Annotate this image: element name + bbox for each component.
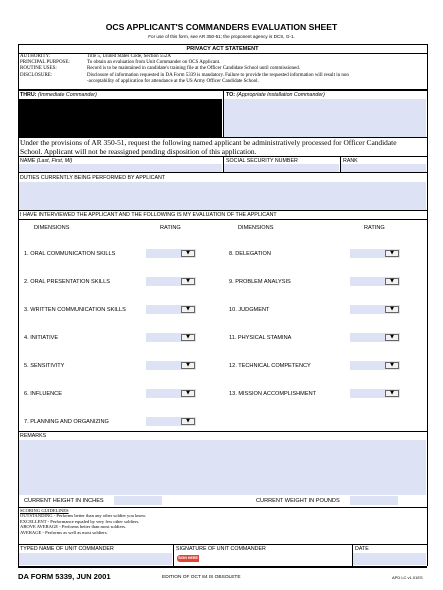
rule (18, 44, 427, 45)
name-label-text: NAME (20, 158, 36, 164)
dimension-label: 6. INFLUENCE (24, 391, 62, 397)
dimension-label: 11. PHYSICAL STAMINA (229, 335, 292, 341)
scoring-line: AVERAGE - Performs as well as most soldiers. (20, 529, 108, 535)
privacy-heading: PRIVACY ACT STATEMENT (186, 46, 259, 52)
dimension-label: 13. MISSION ACCOMPLISHMENT (229, 391, 317, 397)
rule (18, 544, 427, 545)
chevron-down-icon[interactable]: ▼ (385, 250, 399, 257)
to-label (226, 92, 325, 98)
privacy-text: -acceptability of application for attendance at the US Army Officer Candidate School. (87, 78, 259, 84)
privacy-text: Title 5, United States Code, Section 552A (87, 54, 171, 59)
rule (427, 44, 428, 566)
rule (18, 172, 427, 173)
weight-field[interactable] (350, 496, 398, 505)
chevron-down-icon[interactable]: ▼ (385, 306, 399, 313)
weight-label: CURRENT WEIGHT IN POUNDS (256, 498, 340, 504)
scoring-line: OUTSTANDING - Performs better than any other soldier you know. (20, 513, 147, 519)
thru-label-text: THRU: (20, 92, 37, 98)
rule (173, 544, 174, 566)
to-label-text: TO: (226, 92, 236, 98)
privacy-label: AUTHORITY: (20, 54, 51, 59)
typed-name-label: TYPED NAME OF UNIT COMMANDER (20, 546, 114, 552)
provisions-text (20, 139, 396, 156)
rating-select-1[interactable] (146, 249, 196, 258)
dimension-label: 2. ORAL PRESENTATION SKILLS (24, 279, 111, 285)
rating-select-9[interactable] (350, 277, 400, 286)
form-title: OCS APPLICANT'S COMMANDERS EVALUATION SHEET (105, 22, 338, 32)
thru-label (20, 92, 97, 98)
dimension-label: 5. SENSITIVITY (24, 363, 65, 369)
dimensions-header-right: DIMENSIONS (238, 225, 274, 231)
dimension-label: 12. TECHNICAL COMPETENCY (229, 363, 311, 369)
name-label-note: (Last, First, MI) (36, 158, 73, 164)
privacy-statement (20, 54, 425, 85)
thru-redacted-box (19, 99, 222, 137)
rule (18, 431, 427, 432)
thru-label-note: (Immediate Commander) (37, 92, 97, 98)
provisions-line: School. Applicant will not be reassigned pending disposition of this application. (20, 146, 257, 156)
remarks-label: REMARKS (20, 433, 47, 439)
rating-select-7[interactable] (146, 417, 196, 426)
rating-select-12[interactable] (350, 361, 400, 370)
chevron-down-icon[interactable]: ▼ (181, 334, 195, 341)
rating-select-4[interactable] (146, 333, 196, 342)
scoring-line: EXCELLENT - Performance equaled by very few other soldiers. (20, 518, 140, 524)
form-subtitle: For use of this form, see AR 350-51; the proponent agency is DCS, G-1. (148, 34, 295, 39)
rating-select-2[interactable] (146, 277, 196, 286)
scoring-guidelines (20, 508, 146, 535)
typed-name-field[interactable] (19, 553, 172, 565)
to-label-note: (Appropriate Installation Commander) (236, 92, 325, 98)
duties-label: DUTIES CURRENTLY BEING PERFORMED BY APPLICANT (20, 175, 166, 181)
height-field[interactable] (114, 496, 162, 505)
scoring-line: ABOVE AVERAGE - Performs better than most soldiers. (20, 524, 127, 530)
chevron-down-icon[interactable]: ▼ (385, 390, 399, 397)
remarks-field[interactable] (19, 440, 426, 495)
rating-select-6[interactable] (146, 389, 196, 398)
interview-statement: I HAVE INTERVIEWED THE APPLICANT AND THE FOLLOWING IS MY EVALUATION OF THE APPLICANT (20, 212, 277, 218)
date-label: DATE (355, 546, 369, 552)
rank-field[interactable] (341, 164, 426, 172)
privacy-text: To obtain an evaluation from Unit Commander on OCS Applicant. (87, 60, 221, 66)
privacy-label: PRINCIPAL PURPOSE: (20, 60, 70, 66)
rating-select-8[interactable] (350, 249, 400, 258)
privacy-text: Record is to be maintained in candidate's training file at the Officer Candidate School until commissioned. (87, 66, 300, 72)
chevron-down-icon[interactable]: ▼ (181, 390, 195, 397)
dimension-label: 8. DELEGATION (229, 251, 271, 257)
chevron-down-icon[interactable]: ▼ (181, 418, 195, 425)
dimensions-header-left: DIMENSIONS (34, 225, 70, 231)
rank-label: RANK (343, 158, 358, 164)
dimension-label: 3. WRITTEN COMMUNICATION SKILLS (24, 307, 126, 313)
chevron-down-icon[interactable]: ▼ (181, 306, 195, 313)
rating-select-13[interactable] (350, 389, 400, 398)
dimension-label: 4. INITIATIVE (24, 335, 59, 341)
chevron-down-icon[interactable]: ▼ (181, 250, 195, 257)
privacy-text: Disclosure of information requested in DA Form 5339 is mandatory. Failure to provide the requested information will result in non (87, 72, 349, 78)
name-field[interactable] (19, 164, 222, 172)
rule (18, 566, 427, 568)
rating-select-3[interactable] (146, 305, 196, 314)
chevron-down-icon[interactable]: ▼ (181, 362, 195, 369)
chevron-down-icon[interactable]: ▼ (181, 278, 195, 285)
dimension-label: 1. ORAL COMMUNICATION SKILLS (24, 251, 116, 257)
provisions-line: Under the provisions of AR 350-51, request the following named applicant be administratively processed for Officer Candidate (20, 138, 397, 147)
edition-note: EDITION OF OCT 84 IS OBSOLETE (162, 575, 241, 580)
date-field[interactable] (353, 553, 426, 565)
chevron-down-icon[interactable]: ▼ (385, 278, 399, 285)
rating-select-11[interactable] (350, 333, 400, 342)
privacy-label: ROUTINE USES: (20, 66, 57, 72)
ssn-field[interactable] (224, 164, 339, 172)
privacy-label: DISCLOSURE: (20, 72, 53, 78)
form-number: DA FORM 5339, JUN 2001 (18, 572, 111, 581)
to-field[interactable] (224, 99, 426, 137)
sign-here-button[interactable]: SIGN HERE (178, 556, 198, 560)
apd-version: APD LC v1.01ES (392, 575, 423, 580)
ssn-label: SOCIAL SECURITY NUMBER (226, 158, 298, 164)
rating-header-right: RATING (364, 225, 385, 231)
duties-field[interactable] (19, 182, 426, 210)
height-label: CURRENT HEIGHT IN INCHES (24, 498, 104, 504)
signature-label: SIGNATURE OF UNIT COMMANDER (176, 546, 266, 552)
rating-select-10[interactable] (350, 305, 400, 314)
dimension-label: 7. PLANNING AND ORGANIZING (24, 419, 109, 425)
chevron-down-icon[interactable]: ▼ (385, 362, 399, 369)
dimension-label: 9. PROBLEM ANALYSIS (229, 279, 291, 285)
rating-header-left: RATING (160, 225, 181, 231)
chevron-down-icon[interactable]: ▼ (385, 334, 399, 341)
rule (18, 219, 427, 220)
dimension-label: 10. JUDGMENT (229, 307, 270, 313)
scoring-heading: SCORING GUIDELINES (20, 508, 69, 513)
rating-select-5[interactable] (146, 361, 196, 370)
rule (18, 210, 427, 211)
